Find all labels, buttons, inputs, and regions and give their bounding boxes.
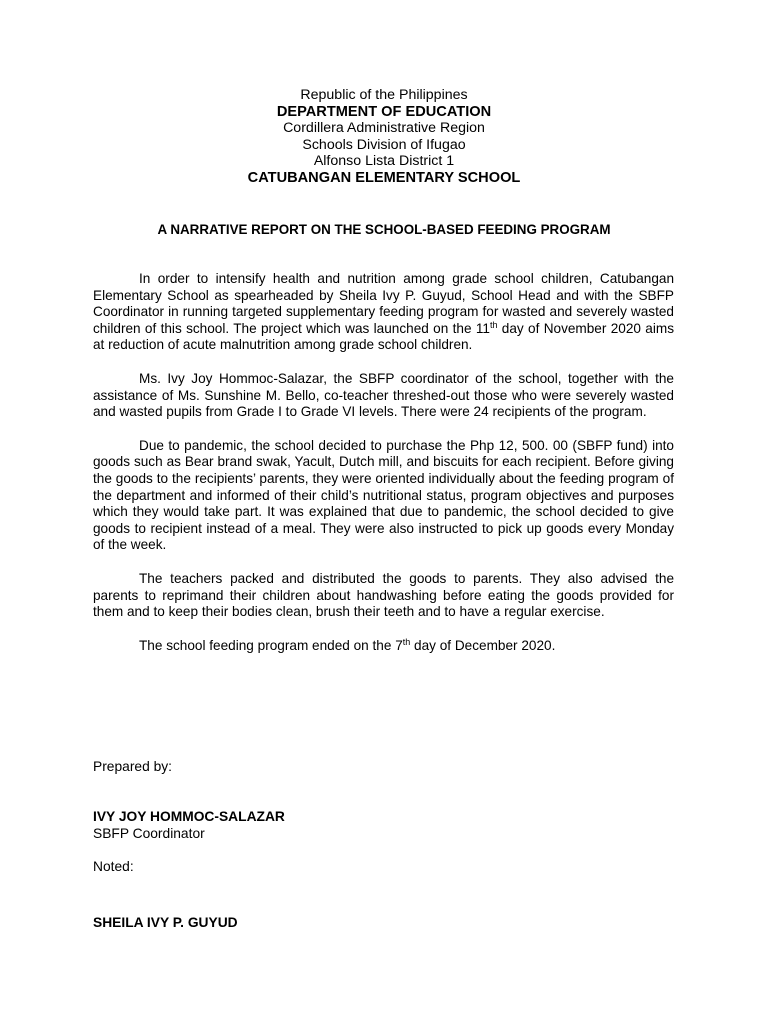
letterhead <box>0 87 768 187</box>
paragraph-4: The teachers packed and distributed the goods to parents. They also advised the parents to reprimand their children about handwashing before eating the goods provided for them and to keep their bodies clean, brush their teeth and to have a regular exercise. <box>93 570 674 620</box>
report-body <box>93 271 674 671</box>
paragraph-1-text-a: In order to intensify health and nutrition among grade school children, Catubangan Elementary School as spearheaded by Sheila Ivy P. Guyud, School Head and with the SBFP Coordinator in running targeted supplementary feeding program for wasted and severely wasted children of this school. The project which was launched on the 11 <box>93 271 674 336</box>
noted-by-name: SHEILA IVY P. GUYUD <box>93 915 238 930</box>
ordinal-suffix: th <box>402 636 411 647</box>
prepared-by-name: IVY JOY HOMMOC-SALAZAR <box>93 809 285 824</box>
prepared-by-label: Prepared by: <box>93 759 172 774</box>
paragraph-1 <box>93 271 674 354</box>
header-republic: Republic of the Philippines <box>300 87 468 103</box>
paragraph-1-text-b: day of November 2020 aims at reduction of acute malnutrition among grade school children. <box>93 320 674 353</box>
paragraph-3: Due to pandemic, the school decided to purchase the Php 12, 500. 00 (SBFP fund) into goods such as Bear brand swak, Yacult, Dutch mill, and biscuits for each recipient. Before giving the goods to the recipients’ parents, they were oriented individually about the feeding program of the department and informed of their child’s nutritional status, program objectives and purposes which they would take part. It was explained that due to pandemic, the school decided to give goods to recipient instead of a meal. They were also instructed to pick up goods every Monday of the week. <box>93 437 674 553</box>
header-division: Schools Division of Ifugao <box>302 136 466 153</box>
paragraph-5-text-b: day of December 2020. <box>410 637 556 653</box>
header-district: Alfonso Lista District 1 <box>313 153 455 170</box>
report-title: A NARRATIVE REPORT ON THE SCHOOL-BASED FEEDING PROGRAM <box>157 222 611 237</box>
noted-label: Noted: <box>93 859 134 874</box>
paragraph-5 <box>93 638 674 655</box>
header-school: CATUBANGAN ELEMENTARY SCHOOL <box>247 169 521 186</box>
header-department: DEPARTMENT OF EDUCATION <box>276 103 492 120</box>
paragraph-2: Ms. Ivy Joy Hommoc-Salazar, the SBFP coordinator of the school, together with the assistance of Ms. Sunshine M. Bello, co-teacher threshed-out those who were severely wasted and wasted pupils from Grade I to Grade VI levels. There were 24 recipients of the program. <box>93 370 674 420</box>
paragraph-5-text-a: The school feeding program ended on the 7 <box>139 637 403 653</box>
prepared-by-role: SBFP Coordinator <box>93 826 205 841</box>
ordinal-suffix: th <box>489 319 498 330</box>
header-region: Cordillera Administrative Region <box>283 120 485 137</box>
